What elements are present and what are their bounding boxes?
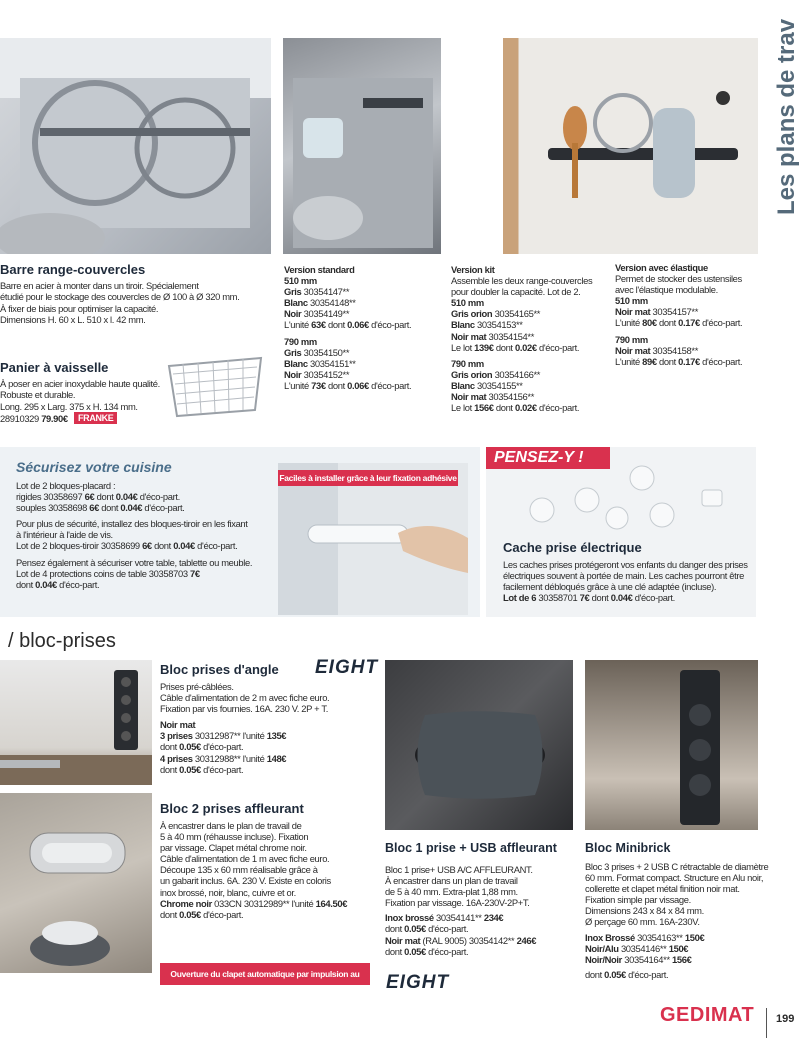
eco-text: d'éco-part. — [538, 402, 580, 414]
side-title: Les plans de trav — [773, 18, 800, 215]
color-label: Gris — [284, 346, 302, 358]
photo-bloc-usb — [385, 660, 573, 830]
ref: 30354166** — [494, 368, 541, 380]
eco-text: d'éco-part. — [203, 741, 244, 753]
unit-label: L'unité — [615, 355, 640, 367]
eco-value: 0.05€ — [404, 945, 426, 957]
unit-label: Le lot — [451, 402, 472, 414]
usb-title: Bloc 1 prise + USB affleurant — [385, 841, 557, 855]
franke-logo: FRANKE — [74, 412, 117, 424]
standard-size: 510 mm — [284, 275, 317, 287]
barre-desc: étudié pour le stockage des couvercles de Ø 100 à Ø 320 mm. — [0, 291, 240, 303]
photo-tiroir-inox — [283, 38, 441, 254]
ref: 30354157** — [652, 306, 699, 318]
eco-text: d'éco-part. — [371, 319, 412, 331]
affleurant-desc: un gabarit inclus. 6A. 230 V. Existe en coloris — [160, 875, 331, 887]
eco-text: d'éco-part. — [702, 355, 743, 367]
unit-label: l'unité — [242, 752, 265, 764]
elastique-desc: Permet de stocker des ustensiles — [615, 273, 742, 285]
unit-label: l'unité — [242, 730, 265, 742]
eight-logo: EIGHT — [315, 657, 379, 678]
usb-desc: Bloc 1 prise+ USB A/C AFFLEURANT. — [385, 864, 533, 875]
eco-text: d'éco-part. — [139, 491, 180, 503]
eco-value: 0.02€ — [514, 402, 537, 414]
adhesive-banner: Faciles à installer grâce à leur fixation adhésive — [278, 470, 458, 486]
usb-desc: Fixation par vissage. 16A-230V-2P+T. — [385, 897, 530, 909]
gedimat-logo: GEDIMAT — [660, 1004, 755, 1026]
eco-value: 0.05€ — [404, 923, 426, 935]
price: 80€ — [642, 317, 657, 329]
color-label: Noir mat — [451, 391, 487, 403]
variant-label: 3 prises — [160, 730, 193, 742]
kit-title: Version kit — [451, 264, 495, 275]
unit-label: l'unité — [291, 897, 314, 909]
price: 150€ — [668, 942, 689, 954]
kit-desc: pour doubler la capacité. Lot de 2. — [451, 286, 581, 298]
ref: 30312987** — [194, 730, 241, 742]
ref: 30354155** — [477, 379, 523, 391]
price: 148€ — [266, 752, 287, 764]
section-title: / bloc-prises — [8, 630, 116, 652]
minibrick-desc: Dimensions 243 x 84 x 84 mm. — [585, 905, 704, 917]
price: 73€ — [311, 379, 326, 391]
ref: 30354149** — [303, 308, 350, 320]
eco-text: d'éco-part. — [538, 341, 580, 353]
eco-value: 0.06€ — [347, 379, 369, 391]
ref: 30354153** — [477, 319, 523, 331]
cache-prise-title: Cache prise électrique — [503, 540, 642, 555]
eco-label: dont — [160, 908, 177, 920]
barre-desc: Dimensions H. 60 x L. 510 x l. 42 mm. — [0, 313, 146, 325]
panier-desc: À poser en acier inoxydable haute qualité. — [0, 378, 160, 390]
elastique-size: 510 mm — [615, 295, 648, 307]
color-label: Noir mat — [385, 934, 421, 946]
affleurant-desc: Câble d'alimentation de 1 m avec fiche euro. — [160, 853, 330, 865]
eco-value: 0.02€ — [514, 341, 537, 353]
cache-prise-text — [503, 559, 758, 603]
page-number: 199 — [776, 1013, 795, 1025]
color-label: Noir — [284, 368, 302, 380]
photo-bloc-angle — [0, 660, 152, 785]
eco-label: dont — [154, 540, 171, 552]
ref: 033CN 30312989** — [214, 897, 290, 909]
eco-text: d'éco-part. — [428, 923, 469, 935]
price: 6€ — [142, 540, 152, 552]
minibrick-desc: 60 mm. Format compact. Structure en Alu noir, — [585, 872, 764, 884]
variant-label: 4 prises — [160, 752, 193, 764]
minibrick-desc: collerette et clapet métal finition noir mat. — [585, 883, 740, 895]
eco-value: 0.04€ — [35, 578, 57, 590]
ref: 30354158** — [652, 344, 699, 356]
panier-price: 79.90€ — [41, 412, 68, 424]
eco-text: d'éco-part. — [702, 317, 743, 329]
standard-size: 790 mm — [284, 335, 317, 347]
price: 7€ — [190, 567, 200, 579]
minibrick-desc: Bloc 3 prises + 2 USB C rétractable de diamètre — [585, 861, 769, 872]
minibrick-text — [585, 861, 769, 980]
eco-value: 0.17€ — [678, 317, 700, 329]
photo-bloc-minibrick — [585, 660, 758, 830]
ref: 30354151** — [310, 357, 356, 369]
ref: souples 30358698 — [16, 502, 88, 514]
eco-value: 0.04€ — [115, 491, 138, 503]
angle-text — [160, 681, 375, 775]
elastique-title: Version avec élastique — [615, 262, 708, 273]
color-label: Noir mat — [451, 330, 487, 342]
barre-title: Barre range-couvercles — [0, 262, 146, 277]
eco-label: dont — [591, 592, 609, 604]
unit-label: L'unité — [284, 319, 309, 331]
usb-desc: de 5 à 40 mm. Extra-plat 1,88 mm. — [385, 886, 518, 898]
elastique-size: 790 mm — [615, 333, 648, 345]
eco-text: d'éco-part. — [59, 578, 100, 590]
eco-value: 0.04€ — [120, 502, 143, 514]
ref: 30354154** — [488, 330, 535, 342]
color-label: Noir mat — [615, 306, 651, 318]
eco-label: dont — [495, 341, 513, 353]
affleurant-desc: À encastrer dans le plan de travail de — [160, 820, 302, 831]
ref: 30354164** — [624, 953, 670, 965]
price: 156€ — [474, 402, 494, 414]
secure-line: Pour plus de sécurité, installez des bloques-tiroir en les fixant — [16, 518, 248, 530]
minibrick-desc: Ø perçage 60 mm. 16A-230V. — [585, 916, 700, 928]
price: 246€ — [516, 934, 537, 946]
color-label: Inox Brossé — [585, 931, 635, 943]
color-label: Blanc — [451, 319, 475, 331]
photo-version-elastique — [503, 38, 758, 254]
eco-label: dont — [385, 923, 402, 935]
unit-label: L'unité — [615, 317, 640, 329]
ref: Lot de 2 bloques-tiroir 30358699 — [16, 540, 140, 552]
pensez-label: PENSEZ-Y ! — [486, 447, 610, 469]
color-label: Noir mat — [615, 344, 651, 356]
ref: 30312988** — [194, 752, 241, 764]
eco-label: dont — [101, 502, 119, 514]
usb-desc: À encastrer dans un plan de travail — [385, 875, 518, 887]
unit-label: Le lot — [451, 341, 472, 353]
ref: 30354165** — [494, 308, 541, 320]
kit-size: 510 mm — [451, 297, 484, 309]
color-label: Noir/Noir — [585, 953, 622, 965]
barre-desc: Barre en acier à monter dans un tiroir. Spécialement — [0, 280, 199, 292]
affleurant-desc: inox brossé, noir, blanc, cuivre et or. — [160, 886, 296, 898]
price: 164.50€ — [315, 897, 348, 909]
cache-prise-desc: facilement débloqués grâce à une clé adaptée (incluse). — [503, 581, 717, 593]
eco-value: 0.05€ — [604, 968, 626, 980]
eight-logo: EIGHT — [386, 972, 450, 993]
lot-label: Lot de 6 — [503, 592, 537, 604]
page-divider — [766, 1008, 767, 1038]
price: 135€ — [266, 730, 287, 742]
minibrick-title: Bloc Minibrick — [585, 841, 671, 855]
kit-desc: Assemble les deux range-couvercles — [451, 275, 593, 287]
kit-block — [451, 264, 613, 413]
angle-title: Bloc prises d'angle — [160, 662, 279, 677]
panier-ref: 28910329 — [0, 412, 39, 424]
ref: 30354163** — [637, 931, 683, 943]
elastique-desc: avec l'élastique modulable. — [615, 284, 718, 296]
standard-block — [284, 264, 449, 391]
ref: Lot de 4 protections coins de table 30358703 — [16, 567, 188, 579]
color-label: Gris — [284, 286, 302, 298]
ref: 30354152** — [303, 368, 350, 380]
unit-label: L'unité — [284, 379, 309, 391]
cache-prise-desc: électriques souvent à portée de main. Les caches pourront être — [503, 570, 744, 582]
panier-desc: Robuste et durable. — [0, 389, 76, 401]
affleurant-desc: par vissage. Clapet métal chrome noir. — [160, 842, 307, 854]
eco-label: dont — [96, 491, 114, 503]
eco-label: dont — [659, 317, 676, 329]
eco-label: dont — [160, 741, 177, 753]
eco-text: d'éco-part. — [144, 502, 185, 514]
standard-title: Version standard — [284, 264, 355, 275]
barre-desc: À fixer de biais pour optimiser la capacité. — [0, 302, 159, 314]
eco-label: dont — [16, 578, 33, 590]
photo-bloc-affleurant — [0, 793, 152, 973]
price: 6€ — [89, 502, 100, 514]
secure-title: Sécurisez votre cuisine — [16, 459, 172, 475]
angle-desc: Prises pré-câblées. — [160, 681, 234, 692]
eco-text: d'éco-part. — [628, 968, 669, 980]
ref: 30354147** — [303, 286, 350, 298]
panier-desc: Long. 295 x Larg. 375 x H. 134 mm. — [0, 400, 138, 412]
angle-desc: Câble d'alimentation de 2 m avec fiche euro. — [160, 692, 330, 704]
color-label: Blanc — [284, 297, 308, 309]
ref: 30354146** — [620, 942, 667, 954]
eco-label: dont — [659, 355, 676, 367]
color-label: Blanc — [284, 357, 308, 369]
price: 234€ — [483, 912, 504, 924]
usb-text — [385, 864, 575, 957]
eco-label: dont — [385, 945, 402, 957]
price: 6€ — [84, 491, 95, 503]
color-label: Inox brossé — [385, 912, 434, 924]
eco-label: dont — [328, 319, 345, 331]
eco-label: dont — [328, 379, 345, 391]
panier-title: Panier à vaisselle — [0, 360, 109, 375]
ref: 30354141** — [436, 912, 482, 924]
color-label: Noir — [284, 308, 302, 320]
secure-line: Lot de 2 bloques-placard : — [16, 480, 116, 491]
minibrick-desc: Fixation simple par vissage. — [585, 894, 691, 906]
secure-line: Pensez également à sécuriser votre table, tablette ou meuble. — [16, 556, 253, 568]
price: 139€ — [474, 341, 494, 353]
ref: (RAL 9005) 30354142** — [422, 934, 515, 946]
secure-text — [16, 480, 278, 590]
panier-block — [0, 360, 160, 424]
eco-text: d'éco-part. — [428, 945, 469, 957]
eco-value: 0.05€ — [179, 908, 201, 920]
eco-text: d'éco-part. — [203, 908, 244, 920]
eco-text: d'éco-part. — [371, 379, 412, 391]
ref: 30354150** — [303, 346, 350, 358]
secure-line: à l'intérieur à l'aide de vis. — [16, 529, 113, 541]
elastique-block — [615, 262, 765, 367]
eco-label: dont — [495, 402, 513, 414]
kit-size: 790 mm — [451, 357, 484, 369]
cache-prise-desc: Les caches prises protégeront vos enfants du danger des prises — [503, 559, 748, 570]
eco-value: 0.05€ — [179, 741, 201, 753]
affleurant-desc: 5 à 40 mm (réhausse incluse). Fixation — [160, 831, 309, 843]
photo-panier-vaisselle — [163, 352, 267, 422]
affleurant-desc: Découpe 135 x 60 mm réalisable grâce à — [160, 864, 318, 876]
ref: 30358701 — [538, 592, 578, 604]
price: 89€ — [642, 355, 657, 367]
color-label: Blanc — [451, 379, 475, 391]
angle-desc: Fixation par vis fournies. 16A. 230 V. 2P + T. — [160, 703, 328, 715]
price: 156€ — [672, 953, 692, 965]
color-label: Gris orion — [451, 368, 493, 380]
price: 63€ — [311, 319, 326, 331]
eco-text: d'éco-part. — [197, 540, 238, 552]
affleurant-text — [160, 820, 375, 920]
eco-value: 0.06€ — [347, 319, 369, 331]
color-label: Gris orion — [451, 308, 493, 320]
price: 150€ — [684, 931, 705, 943]
ref: rigides 30358697 — [16, 491, 83, 503]
eco-value: 0.17€ — [678, 355, 700, 367]
price: 7€ — [579, 592, 590, 604]
barre-block — [0, 262, 275, 325]
affleurant-title: Bloc 2 prises affleurant — [160, 801, 304, 816]
eco-label: dont — [585, 968, 602, 980]
eco-value: 0.04€ — [610, 592, 633, 604]
ref: 30354156** — [488, 391, 535, 403]
eco-text: d'éco-part. — [203, 763, 244, 775]
photo-range-couvercles-tiroir — [0, 38, 271, 254]
color-label: Noir/Alu — [585, 942, 619, 954]
color-label: Noir mat — [160, 719, 196, 731]
eco-value: 0.05€ — [179, 763, 201, 775]
eco-value: 0.04€ — [173, 540, 195, 552]
clapet-banner: Ouverture du clapet automatique par impulsion au centre. — [160, 963, 370, 985]
photo-cache-prise — [512, 460, 732, 532]
eco-label: dont — [160, 763, 177, 775]
color-label: Chrome noir — [160, 897, 212, 909]
eco-text: d'éco-part. — [634, 592, 675, 604]
ref: 30354148** — [310, 297, 356, 309]
